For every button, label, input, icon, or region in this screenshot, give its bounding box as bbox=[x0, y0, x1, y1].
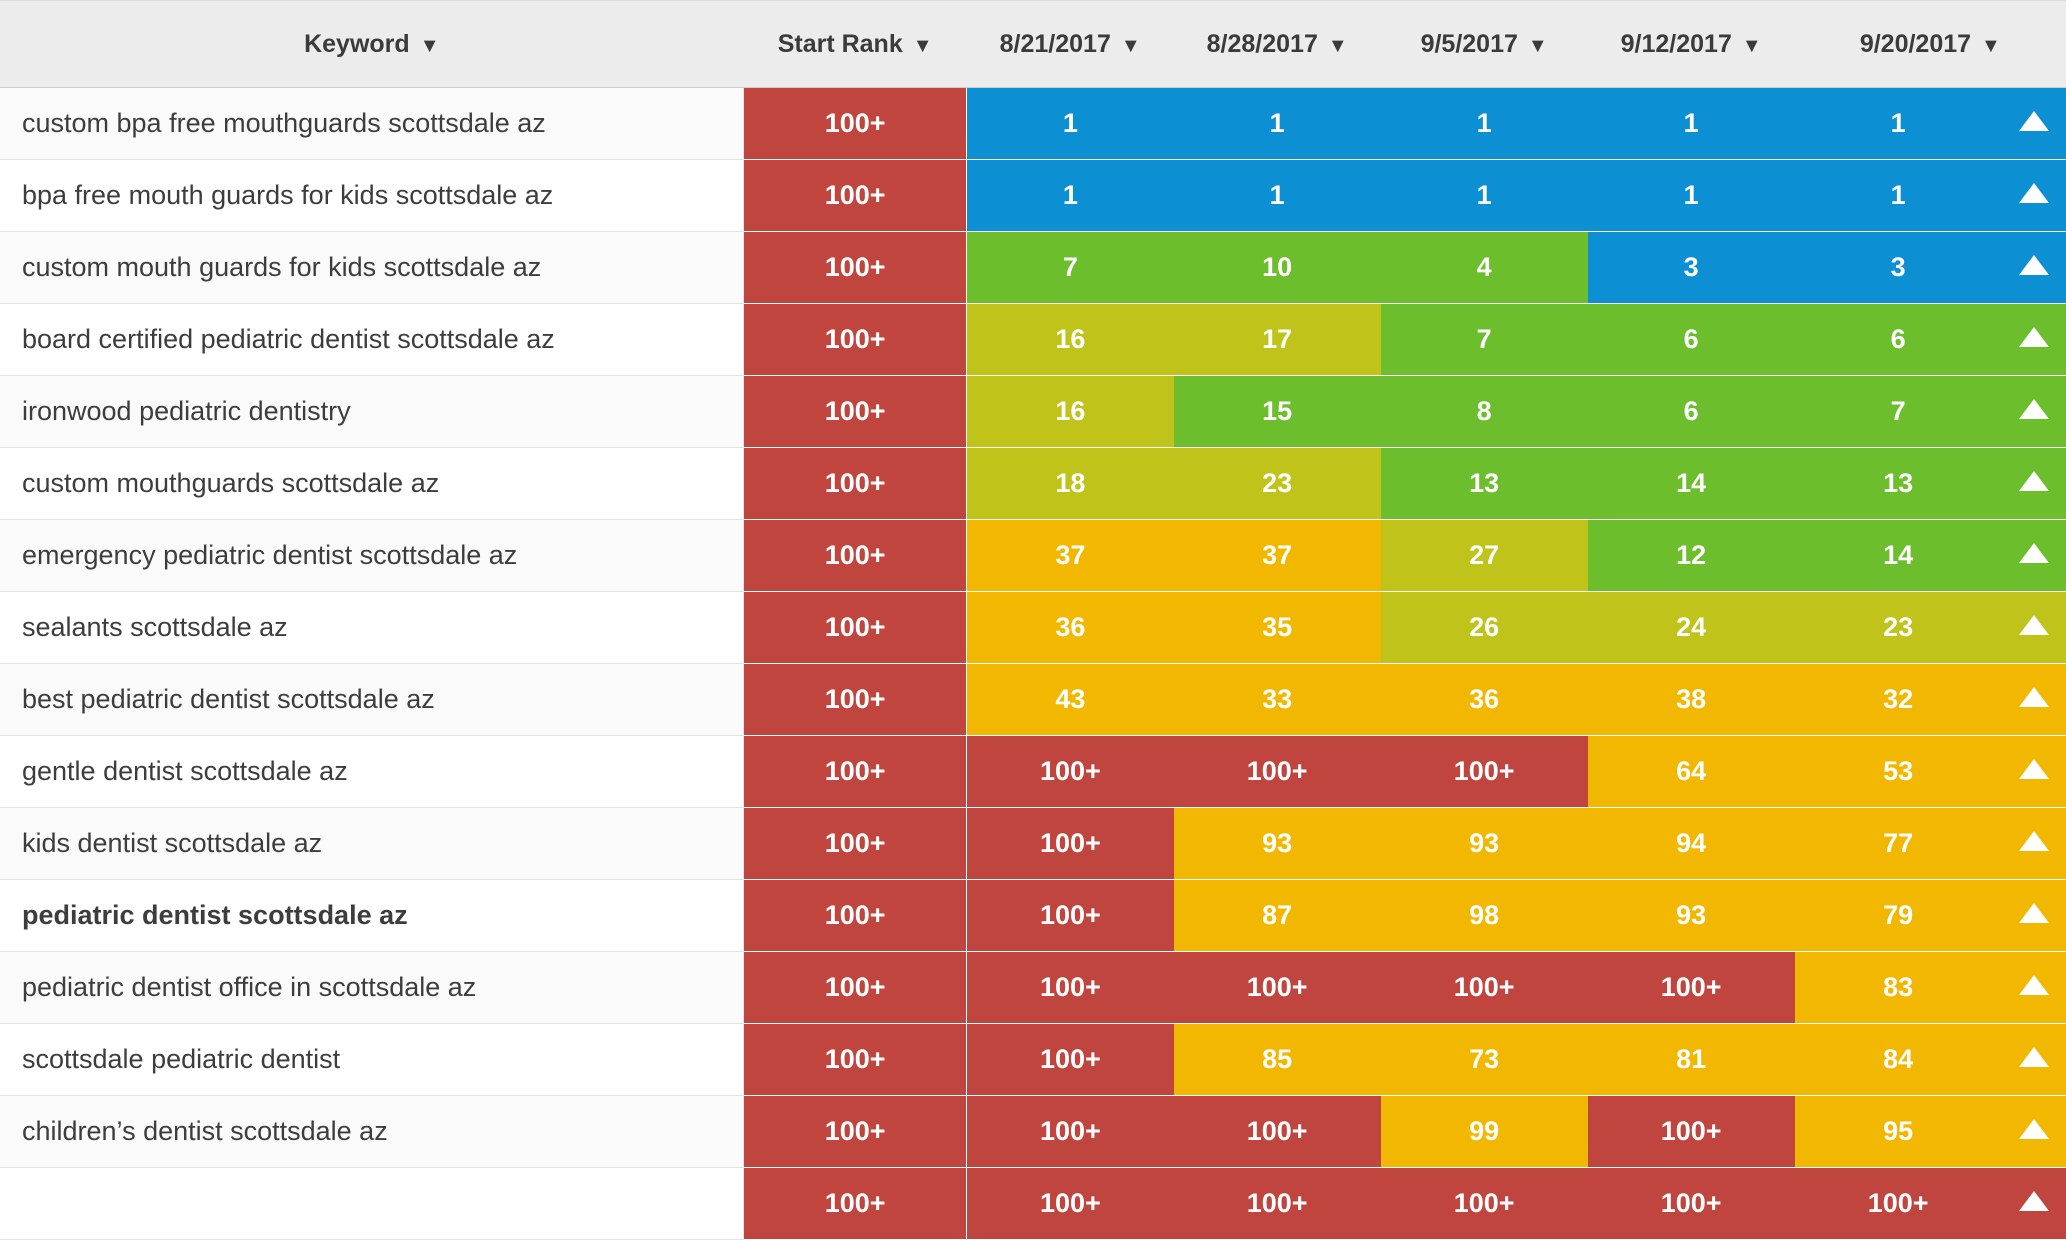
triangle-up-icon bbox=[2019, 903, 2049, 923]
trend-indicator-cell bbox=[2002, 880, 2066, 952]
rank-cell: 100+ bbox=[1588, 1096, 1795, 1168]
rank-cell: 83 bbox=[1795, 952, 2002, 1024]
column-header-date-1[interactable] bbox=[967, 1, 1174, 88]
rank-cell: 100+ bbox=[967, 808, 1174, 880]
rank-cell: 1 bbox=[1795, 88, 2002, 160]
column-header-date-1-label: 8/21/2017 bbox=[999, 29, 1111, 58]
rank-cell: 93 bbox=[1381, 808, 1588, 880]
start-rank-cell: 100+ bbox=[744, 1024, 967, 1096]
rank-cell: 100+ bbox=[1588, 1168, 1795, 1240]
column-header-date-4-label: 9/12/2017 bbox=[1620, 29, 1732, 58]
start-rank-cell: 100+ bbox=[744, 736, 967, 808]
keyword-cell: kids dentist scottsdale az bbox=[0, 808, 744, 880]
rank-cell: 23 bbox=[1795, 592, 2002, 664]
triangle-up-icon bbox=[2019, 471, 2049, 491]
start-rank-cell: 100+ bbox=[744, 1096, 967, 1168]
rank-cell: 15 bbox=[1174, 376, 1381, 448]
rank-cell: 100+ bbox=[1381, 736, 1588, 808]
rank-cell: 81 bbox=[1588, 1024, 1795, 1096]
trend-indicator-cell bbox=[2002, 592, 2066, 664]
trend-indicator-cell bbox=[2002, 448, 2066, 520]
rank-cell: 94 bbox=[1588, 808, 1795, 880]
rank-cell: 6 bbox=[1588, 376, 1795, 448]
keyword-cell: custom bpa free mouthguards scottsdale az bbox=[0, 88, 744, 160]
column-header-date-5-label: 9/20/2017 bbox=[1859, 29, 1972, 58]
keyword-cell: sealants scottsdale az bbox=[0, 592, 744, 664]
rank-cell: 100+ bbox=[967, 1168, 1174, 1240]
rank-cell: 1 bbox=[1795, 160, 2002, 232]
trend-indicator-cell bbox=[2002, 1168, 2066, 1240]
sort-descending-icon[interactable]: ▼ bbox=[1120, 34, 1141, 57]
rank-cell: 7 bbox=[1381, 304, 1588, 376]
rank-cell: 1 bbox=[1588, 160, 1795, 232]
rank-cell: 64 bbox=[1588, 736, 1795, 808]
start-rank-cell: 100+ bbox=[744, 808, 967, 880]
table-row[interactable] bbox=[0, 808, 2066, 880]
triangle-up-icon bbox=[2019, 255, 2049, 275]
rank-cell: 36 bbox=[967, 592, 1174, 664]
keyword-cell: scottsdale pediatric dentist bbox=[0, 1024, 744, 1096]
trend-indicator-cell bbox=[2002, 1096, 2066, 1168]
rank-cell: 16 bbox=[967, 376, 1174, 448]
triangle-up-icon bbox=[2019, 327, 2049, 347]
trend-indicator-cell bbox=[2002, 304, 2066, 376]
rank-cell: 100+ bbox=[967, 1024, 1174, 1096]
trend-indicator-cell bbox=[2002, 952, 2066, 1024]
start-rank-cell: 100+ bbox=[744, 160, 967, 232]
rank-cell: 8 bbox=[1381, 376, 1588, 448]
rank-cell: 98 bbox=[1381, 880, 1588, 952]
rank-cell: 100+ bbox=[1795, 1168, 2002, 1240]
table-row[interactable] bbox=[0, 880, 2066, 952]
rank-cell: 100+ bbox=[1174, 736, 1381, 808]
rank-cell: 16 bbox=[967, 304, 1174, 376]
rank-cell: 13 bbox=[1795, 448, 2002, 520]
triangle-up-icon bbox=[2019, 399, 2049, 419]
rank-cell: 38 bbox=[1588, 664, 1795, 736]
start-rank-cell: 100+ bbox=[744, 448, 967, 520]
rank-cell: 12 bbox=[1588, 520, 1795, 592]
trend-indicator-cell bbox=[2002, 88, 2066, 160]
rank-cell: 93 bbox=[1174, 808, 1381, 880]
rank-cell: 35 bbox=[1174, 592, 1381, 664]
rank-cell: 1 bbox=[1174, 160, 1381, 232]
rank-cell: 100+ bbox=[1174, 952, 1381, 1024]
column-header-date-5[interactable] bbox=[1795, 1, 2066, 88]
trend-indicator-cell bbox=[2002, 808, 2066, 880]
rank-cell: 26 bbox=[1381, 592, 1588, 664]
sort-descending-icon[interactable]: ▼ bbox=[912, 34, 933, 57]
keyword-cell: emergency pediatric dentist scottsdale az bbox=[0, 520, 744, 592]
table-row[interactable] bbox=[0, 448, 2066, 520]
trend-indicator-cell bbox=[2002, 520, 2066, 592]
column-header-start-rank-label: Start Rank bbox=[777, 29, 903, 58]
column-header-date-4[interactable] bbox=[1588, 1, 1795, 88]
table-row[interactable] bbox=[0, 952, 2066, 1024]
column-header-keyword[interactable] bbox=[0, 1, 744, 88]
rank-cell: 73 bbox=[1381, 1024, 1588, 1096]
table-row[interactable] bbox=[0, 160, 2066, 232]
rank-cell: 13 bbox=[1381, 448, 1588, 520]
rank-cell: 7 bbox=[967, 232, 1174, 304]
rank-cell: 1 bbox=[1381, 88, 1588, 160]
rank-cell: 100+ bbox=[967, 736, 1174, 808]
sort-descending-icon[interactable]: ▼ bbox=[1327, 34, 1348, 57]
rank-cell: 14 bbox=[1588, 448, 1795, 520]
keyword-cell: ironwood pediatric dentistry bbox=[0, 376, 744, 448]
trend-indicator-cell bbox=[2002, 664, 2066, 736]
rank-cell: 10 bbox=[1174, 232, 1381, 304]
start-rank-cell: 100+ bbox=[744, 232, 967, 304]
rank-cell: 36 bbox=[1381, 664, 1588, 736]
rank-cell: 4 bbox=[1381, 232, 1588, 304]
column-header-date-3-label: 9/5/2017 bbox=[1420, 29, 1518, 58]
rank-cell: 85 bbox=[1174, 1024, 1381, 1096]
column-header-date-2[interactable] bbox=[1174, 1, 1381, 88]
start-rank-cell: 100+ bbox=[744, 376, 967, 448]
triangle-up-icon bbox=[2019, 183, 2049, 203]
rank-cell: 43 bbox=[967, 664, 1174, 736]
keyword-cell bbox=[0, 1168, 744, 1240]
rank-cell: 100+ bbox=[967, 1096, 1174, 1168]
rank-cell: 84 bbox=[1795, 1024, 2002, 1096]
rank-cell: 27 bbox=[1381, 520, 1588, 592]
rank-cell: 100+ bbox=[1381, 952, 1588, 1024]
header-row bbox=[0, 1, 2066, 88]
rank-cell: 6 bbox=[1795, 304, 2002, 376]
column-header-keyword-label: Keyword bbox=[304, 29, 410, 58]
table-row[interactable] bbox=[0, 88, 2066, 160]
keyword-cell: pediatric dentist scottsdale az bbox=[0, 880, 744, 952]
triangle-up-icon bbox=[2019, 831, 2049, 851]
rank-cell: 100+ bbox=[1381, 1168, 1588, 1240]
rank-cell: 33 bbox=[1174, 664, 1381, 736]
table-row[interactable] bbox=[0, 304, 2066, 376]
keyword-cell: bpa free mouth guards for kids scottsdale az bbox=[0, 160, 744, 232]
triangle-up-icon bbox=[2019, 543, 2049, 563]
triangle-up-icon bbox=[2019, 1047, 2049, 1067]
trend-indicator-cell bbox=[2002, 376, 2066, 448]
rank-cell: 23 bbox=[1174, 448, 1381, 520]
keyword-cell: board certified pediatric dentist scottsdale az bbox=[0, 304, 744, 376]
sort-descending-icon[interactable]: ▼ bbox=[1981, 34, 2001, 57]
table-header bbox=[0, 1, 2066, 88]
rank-cell: 100+ bbox=[1174, 1168, 1381, 1240]
keyword-cell: pediatric dentist office in scottsdale az bbox=[0, 952, 744, 1024]
start-rank-cell: 100+ bbox=[744, 664, 967, 736]
rank-cell: 100+ bbox=[1588, 952, 1795, 1024]
rank-cell: 100+ bbox=[967, 952, 1174, 1024]
rank-cell: 37 bbox=[967, 520, 1174, 592]
rank-cell: 14 bbox=[1795, 520, 2002, 592]
keyword-cell: gentle dentist scottsdale az bbox=[0, 736, 744, 808]
table-row[interactable] bbox=[0, 1096, 2066, 1168]
rank-cell: 1 bbox=[967, 160, 1174, 232]
rank-cell: 37 bbox=[1174, 520, 1381, 592]
triangle-up-icon bbox=[2019, 975, 2049, 995]
sort-descending-icon[interactable]: ▼ bbox=[1527, 34, 1548, 57]
trend-indicator-cell bbox=[2002, 160, 2066, 232]
table-row[interactable] bbox=[0, 1024, 2066, 1096]
start-rank-cell: 100+ bbox=[744, 880, 967, 952]
rank-cell: 1 bbox=[1588, 88, 1795, 160]
rank-cell: 3 bbox=[1588, 232, 1795, 304]
rank-cell: 1 bbox=[1381, 160, 1588, 232]
triangle-up-icon bbox=[2019, 1119, 2049, 1139]
rank-cell: 32 bbox=[1795, 664, 2002, 736]
rank-cell: 17 bbox=[1174, 304, 1381, 376]
rank-cell: 24 bbox=[1588, 592, 1795, 664]
table-row[interactable] bbox=[0, 520, 2066, 592]
keyword-cell: custom mouthguards scottsdale az bbox=[0, 448, 744, 520]
rank-cell: 3 bbox=[1795, 232, 2002, 304]
rank-cell: 93 bbox=[1588, 880, 1795, 952]
start-rank-cell: 100+ bbox=[744, 952, 967, 1024]
table-row[interactable] bbox=[0, 376, 2066, 448]
start-rank-cell: 100+ bbox=[744, 592, 967, 664]
rank-cell: 99 bbox=[1381, 1096, 1588, 1168]
column-header-date-2-label: 8/28/2017 bbox=[1206, 29, 1318, 58]
keyword-cell: children’s dentist scottsdale az bbox=[0, 1096, 744, 1168]
rank-cell: 53 bbox=[1795, 736, 2002, 808]
sort-descending-icon[interactable]: ▼ bbox=[1741, 34, 1762, 57]
triangle-up-icon bbox=[2019, 1191, 2049, 1211]
trend-indicator-cell bbox=[2002, 232, 2066, 304]
keyword-cell: custom mouth guards for kids scottsdale az bbox=[0, 232, 744, 304]
triangle-up-icon bbox=[2019, 759, 2049, 779]
rank-cell: 18 bbox=[967, 448, 1174, 520]
trend-indicator-cell bbox=[2002, 1024, 2066, 1096]
rank-cell: 95 bbox=[1795, 1096, 2002, 1168]
rank-cell: 87 bbox=[1174, 880, 1381, 952]
rank-cell: 7 bbox=[1795, 376, 2002, 448]
table-row[interactable] bbox=[0, 736, 2066, 808]
sort-descending-icon[interactable]: ▼ bbox=[419, 34, 440, 57]
table-row[interactable] bbox=[0, 1168, 2066, 1240]
column-header-start-rank[interactable] bbox=[744, 1, 967, 88]
start-rank-cell: 100+ bbox=[744, 1168, 967, 1240]
keyword-cell: best pediatric dentist scottsdale az bbox=[0, 664, 744, 736]
rank-cell: 100+ bbox=[967, 880, 1174, 952]
start-rank-cell: 100+ bbox=[744, 520, 967, 592]
triangle-up-icon bbox=[2019, 111, 2049, 131]
table-row[interactable] bbox=[0, 664, 2066, 736]
trend-indicator-cell bbox=[2002, 736, 2066, 808]
start-rank-cell: 100+ bbox=[744, 304, 967, 376]
triangle-up-icon bbox=[2019, 615, 2049, 635]
rank-cell: 79 bbox=[1795, 880, 2002, 952]
triangle-up-icon bbox=[2019, 687, 2049, 707]
rank-cell: 77 bbox=[1795, 808, 2002, 880]
rank-cell: 1 bbox=[967, 88, 1174, 160]
rank-cell: 1 bbox=[1174, 88, 1381, 160]
table-row[interactable] bbox=[0, 232, 2066, 304]
table-row[interactable] bbox=[0, 592, 2066, 664]
rank-cell: 100+ bbox=[1174, 1096, 1381, 1168]
column-header-date-3[interactable] bbox=[1381, 1, 1588, 88]
table-body bbox=[0, 88, 2066, 1240]
rank-cell: 6 bbox=[1588, 304, 1795, 376]
start-rank-cell: 100+ bbox=[744, 88, 967, 160]
